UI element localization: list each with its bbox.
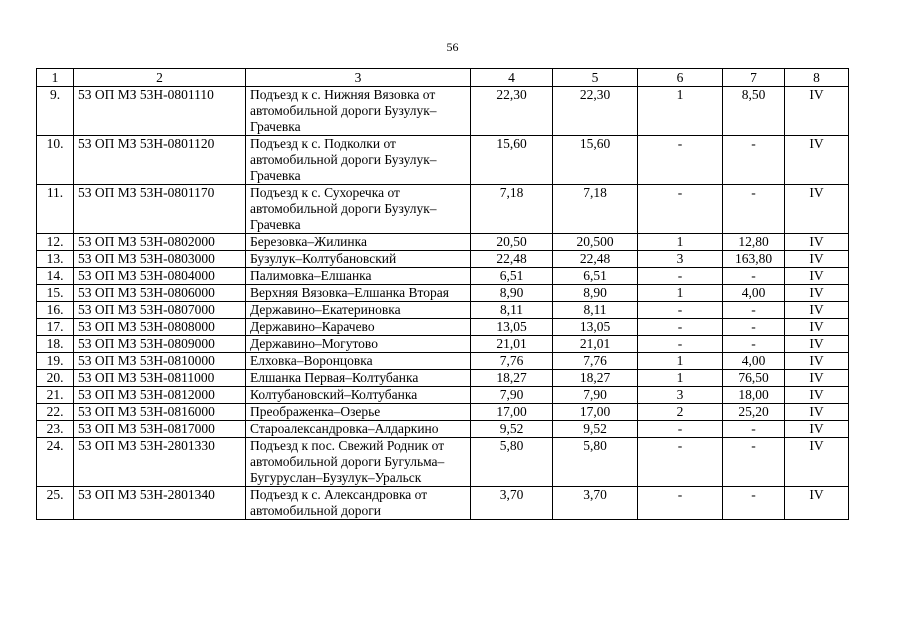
bridges-count-cell: - (638, 268, 723, 285)
bridges-count-cell: - (638, 336, 723, 353)
road-name-cell: Подъезд к с. Нижняя Вязовка от автомобильной дороги Бузулук–Грачевка (246, 87, 471, 136)
road-id-cell: 53 ОП МЗ 53Н-0810000 (74, 353, 246, 370)
length-total-cell: 18,27 (553, 370, 638, 387)
bridges-length-cell: - (723, 336, 785, 353)
length-total-cell: 7,18 (553, 185, 638, 234)
table-row (37, 87, 849, 136)
length-total-cell: 17,00 (553, 404, 638, 421)
road-id-cell: 53 ОП МЗ 53Н-0801110 (74, 87, 246, 136)
row-number-cell: 16. (37, 302, 74, 319)
category-cell: IV (785, 185, 849, 234)
length-cell: 5,80 (471, 438, 553, 487)
category-cell: IV (785, 251, 849, 268)
table-row (37, 370, 849, 387)
header-row (37, 69, 849, 87)
road-name-cell: Преображенка–Озерье (246, 404, 471, 421)
road-name-cell: Подъезд к с. Александровка от автомобильной дороги (246, 487, 471, 520)
table-row (37, 387, 849, 404)
row-number-cell: 10. (37, 136, 74, 185)
bridges-length-cell: 163,80 (723, 251, 785, 268)
header-cell: 8 (785, 69, 849, 87)
road-id-cell: 53 ОП МЗ 53Н-0817000 (74, 421, 246, 438)
length-cell: 8,90 (471, 285, 553, 302)
length-cell: 20,50 (471, 234, 553, 251)
length-total-cell: 8,90 (553, 285, 638, 302)
length-total-cell: 5,80 (553, 438, 638, 487)
category-cell: IV (785, 319, 849, 336)
length-cell: 6,51 (471, 268, 553, 285)
length-total-cell: 21,01 (553, 336, 638, 353)
bridges-count-cell: 1 (638, 353, 723, 370)
road-name-cell: Державино–Екатериновка (246, 302, 471, 319)
length-cell: 22,48 (471, 251, 553, 268)
road-id-cell: 53 ОП МЗ 53Н-0803000 (74, 251, 246, 268)
row-number-cell: 17. (37, 319, 74, 336)
road-id-cell: 53 ОП МЗ 53Н-0804000 (74, 268, 246, 285)
road-name-cell: Державино–Карачево (246, 319, 471, 336)
bridges-count-cell: - (638, 319, 723, 336)
road-id-cell: 53 ОП МЗ 53Н-0802000 (74, 234, 246, 251)
row-number-cell: 9. (37, 87, 74, 136)
header-cell: 1 (37, 69, 74, 87)
bridges-count-cell: - (638, 302, 723, 319)
length-total-cell: 7,76 (553, 353, 638, 370)
road-name-cell: Елшанка Первая–Колтубанка (246, 370, 471, 387)
table-row (37, 251, 849, 268)
road-id-cell: 53 ОП МЗ 53Н-0811000 (74, 370, 246, 387)
row-number-cell: 19. (37, 353, 74, 370)
table-row (37, 302, 849, 319)
category-cell: IV (785, 353, 849, 370)
road-id-cell: 53 ОП МЗ 53Н-0809000 (74, 336, 246, 353)
length-cell: 15,60 (471, 136, 553, 185)
road-name-cell: Бузулук–Колтубановский (246, 251, 471, 268)
road-id-cell: 53 ОП МЗ 53Н-0801120 (74, 136, 246, 185)
bridges-length-cell: - (723, 438, 785, 487)
table-row (37, 185, 849, 234)
road-id-cell: 53 ОП МЗ 53Н-2801340 (74, 487, 246, 520)
length-cell: 13,05 (471, 319, 553, 336)
road-name-cell: Державино–Могутово (246, 336, 471, 353)
bridges-length-cell: - (723, 185, 785, 234)
bridges-length-cell: 18,00 (723, 387, 785, 404)
road-name-cell: Верхняя Вязовка–Елшанка Вторая (246, 285, 471, 302)
length-total-cell: 15,60 (553, 136, 638, 185)
length-cell: 22,30 (471, 87, 553, 136)
road-id-cell: 53 ОП МЗ 53Н-0806000 (74, 285, 246, 302)
bridges-length-cell: 25,20 (723, 404, 785, 421)
length-cell: 17,00 (471, 404, 553, 421)
length-total-cell: 8,11 (553, 302, 638, 319)
bridges-length-cell: - (723, 319, 785, 336)
row-number-cell: 15. (37, 285, 74, 302)
bridges-length-cell: - (723, 136, 785, 185)
road-id-cell: 53 ОП МЗ 53Н-0801170 (74, 185, 246, 234)
category-cell: IV (785, 136, 849, 185)
table-row (37, 268, 849, 285)
length-cell: 8,11 (471, 302, 553, 319)
category-cell: IV (785, 234, 849, 251)
category-cell: IV (785, 370, 849, 387)
row-number-cell: 11. (37, 185, 74, 234)
bridges-length-cell: - (723, 268, 785, 285)
length-cell: 7,76 (471, 353, 553, 370)
road-name-cell: Березовка–Жилинка (246, 234, 471, 251)
road-name-cell: Елховка–Воронцовка (246, 353, 471, 370)
bridges-count-cell: 2 (638, 404, 723, 421)
table-row (37, 285, 849, 302)
header-cell: 6 (638, 69, 723, 87)
bridges-length-cell: 12,80 (723, 234, 785, 251)
bridges-length-cell: - (723, 421, 785, 438)
length-cell: 7,90 (471, 387, 553, 404)
bridges-count-cell: 1 (638, 87, 723, 136)
road-id-cell: 53 ОП МЗ 53Н-0807000 (74, 302, 246, 319)
table-row (37, 234, 849, 251)
road-id-cell: 53 ОП МЗ 53Н-2801330 (74, 438, 246, 487)
bridges-count-cell: - (638, 438, 723, 487)
length-cell: 3,70 (471, 487, 553, 520)
category-cell: IV (785, 268, 849, 285)
bridges-count-cell: 1 (638, 234, 723, 251)
bridges-count-cell: - (638, 136, 723, 185)
table-row (37, 404, 849, 421)
bridges-length-cell: 8,50 (723, 87, 785, 136)
length-cell: 21,01 (471, 336, 553, 353)
length-cell: 18,27 (471, 370, 553, 387)
roads-table (36, 68, 849, 520)
bridges-count-cell: 1 (638, 370, 723, 387)
length-total-cell: 22,30 (553, 87, 638, 136)
road-id-cell: 53 ОП МЗ 53Н-0812000 (74, 387, 246, 404)
road-name-cell: Подъезд к с. Подколки от автомобильной дороги Бузулук–Грачевка (246, 136, 471, 185)
row-number-cell: 18. (37, 336, 74, 353)
table-body (37, 87, 849, 520)
road-name-cell: Палимовка–Елшанка (246, 268, 471, 285)
table-row (37, 136, 849, 185)
page-number: 56 (446, 40, 459, 54)
category-cell: IV (785, 438, 849, 487)
row-number-cell: 22. (37, 404, 74, 421)
row-number-cell: 25. (37, 487, 74, 520)
bridges-count-cell: 1 (638, 285, 723, 302)
bridges-count-cell: - (638, 487, 723, 520)
category-cell: IV (785, 387, 849, 404)
category-cell: IV (785, 487, 849, 520)
length-total-cell: 20,500 (553, 234, 638, 251)
table-row (37, 336, 849, 353)
road-id-cell: 53 ОП МЗ 53Н-0816000 (74, 404, 246, 421)
table-row (37, 353, 849, 370)
length-cell: 9,52 (471, 421, 553, 438)
length-cell: 7,18 (471, 185, 553, 234)
row-number-cell: 20. (37, 370, 74, 387)
bridges-length-cell: 4,00 (723, 353, 785, 370)
category-cell: IV (785, 285, 849, 302)
length-total-cell: 6,51 (553, 268, 638, 285)
length-total-cell: 3,70 (553, 487, 638, 520)
header-cell: 4 (471, 69, 553, 87)
road-name-cell: Староалександровка–Алдаркино (246, 421, 471, 438)
row-number-cell: 14. (37, 268, 74, 285)
length-total-cell: 9,52 (553, 421, 638, 438)
length-total-cell: 13,05 (553, 319, 638, 336)
bridges-length-cell: 76,50 (723, 370, 785, 387)
row-number-cell: 12. (37, 234, 74, 251)
category-cell: IV (785, 404, 849, 421)
bridges-length-cell: - (723, 487, 785, 520)
row-number-cell: 21. (37, 387, 74, 404)
road-id-cell: 53 ОП МЗ 53Н-0808000 (74, 319, 246, 336)
bridges-count-cell: - (638, 185, 723, 234)
table-row (37, 438, 849, 487)
bridges-length-cell: - (723, 302, 785, 319)
table-row (37, 319, 849, 336)
bridges-length-cell: 4,00 (723, 285, 785, 302)
row-number-cell: 23. (37, 421, 74, 438)
header-cell: 7 (723, 69, 785, 87)
bridges-count-cell: - (638, 421, 723, 438)
length-total-cell: 22,48 (553, 251, 638, 268)
row-number-cell: 24. (37, 438, 74, 487)
bridges-count-cell: 3 (638, 251, 723, 268)
category-cell: IV (785, 336, 849, 353)
header-cell: 2 (74, 69, 246, 87)
road-name-cell: Подъезд к пос. Свежий Родник от автомобильной дороги Бугульма–Бугуруслан–Бузулук–Уральск (246, 438, 471, 487)
road-name-cell: Подъезд к с. Сухоречка от автомобильной дороги Бузулук–Грачевка (246, 185, 471, 234)
category-cell: IV (785, 87, 849, 136)
category-cell: IV (785, 302, 849, 319)
header-cell: 3 (246, 69, 471, 87)
table-row (37, 487, 849, 520)
table-row (37, 421, 849, 438)
length-total-cell: 7,90 (553, 387, 638, 404)
road-name-cell: Колтубановский–Колтубанка (246, 387, 471, 404)
bridges-count-cell: 3 (638, 387, 723, 404)
header-cell: 5 (553, 69, 638, 87)
row-number-cell: 13. (37, 251, 74, 268)
category-cell: IV (785, 421, 849, 438)
